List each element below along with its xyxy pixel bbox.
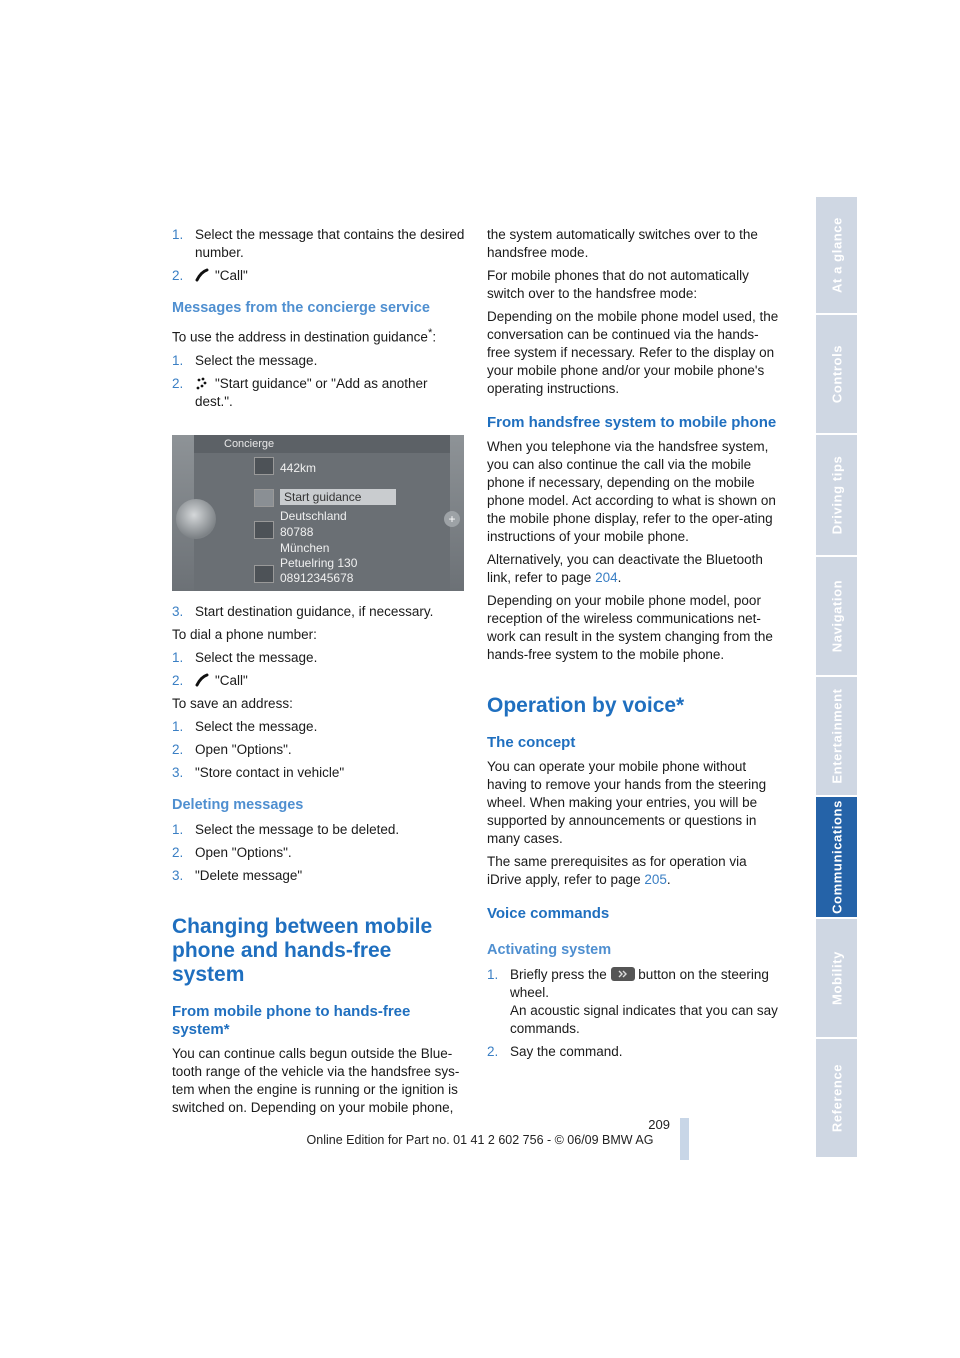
phone-icon bbox=[195, 268, 209, 282]
list-item: 1. Select the message that contains the desired number. bbox=[172, 227, 465, 260]
list-item: 2. Open "Options". bbox=[172, 844, 292, 860]
navigation-flag-icon bbox=[195, 376, 209, 390]
optional-equipment-star: * bbox=[427, 327, 433, 339]
tab-communications[interactable]: Communications bbox=[816, 797, 857, 917]
screen-phone-icon bbox=[254, 521, 274, 539]
paragraph: You can continue calls begun outside the Blue-tooth range of the vehicle via the handsfree sys-tem when the engine is running or the ignition is switched on. Depending on your mobile phone, bbox=[172, 1045, 460, 1115]
page-link-205[interactable]: 205 bbox=[644, 872, 667, 887]
voice-button-icon bbox=[611, 967, 635, 981]
list-item: 2. Say the command. bbox=[487, 1044, 623, 1059]
section-heading: Deleting messages bbox=[172, 796, 304, 813]
list-item: 1. Select the message. bbox=[172, 649, 318, 665]
paragraph: Depending on the mobile phone model used, the conversation can be continued via the hands-free system if necessary. Refer to the display on your mobile phone and/or your mobile phone's operating instructions. bbox=[487, 309, 779, 396]
chapter-heading: Operation by voice* bbox=[487, 694, 685, 717]
paragraph: To save an address: bbox=[172, 695, 293, 711]
subsection-heading: The concept bbox=[487, 734, 576, 751]
left-column bbox=[172, 226, 465, 1122]
tab-at-a-glance[interactable]: At a glance bbox=[816, 197, 857, 313]
idrive-screen-image: Concierge 442km Start guidance Deutschland 80788 München Petuelring 130 08912345678 + bbox=[172, 435, 464, 591]
paragraph: To dial a phone number: bbox=[172, 626, 317, 642]
paragraph: Depending on your mobile phone model, poor reception of the wireless communications net-work can result in the system changing from the hands-free system to the mobile phone. bbox=[487, 593, 773, 662]
paragraph: To use the address in destination guidance*: bbox=[172, 327, 437, 345]
list-item: 2. "Call" bbox=[172, 672, 248, 688]
screen-destination-icon bbox=[254, 489, 274, 507]
list-item: 1. Select the message to be deleted. bbox=[172, 821, 400, 837]
list-item: 3. "Delete message" bbox=[172, 867, 303, 883]
paragraph: Alternatively, you can deactivate the Bluetooth link, refer to page 204. bbox=[487, 552, 763, 585]
subsection-heading: From mobile phone to hands-free system* bbox=[172, 1002, 411, 1038]
screen-highlight: Start guidance bbox=[280, 489, 396, 505]
tab-navigation[interactable]: Navigation bbox=[816, 557, 857, 675]
tab-controls[interactable]: Controls bbox=[816, 315, 857, 433]
controller-knob-icon bbox=[176, 499, 216, 539]
paragraph: You can operate your mobile phone without having to remove your hands from the steering wheel. When making your entries, you will be supported by announcements or questions in many cases. bbox=[487, 759, 767, 846]
chapter-tabs bbox=[816, 197, 857, 1159]
list-item: 1. Select the message. bbox=[172, 718, 318, 734]
plus-icon: + bbox=[444, 511, 460, 527]
tab-mobility[interactable]: Mobility bbox=[816, 919, 857, 1037]
tab-driving-tips[interactable]: Driving tips bbox=[816, 435, 857, 555]
paragraph: For mobile phones that do not automatically switch over to the handsfree mode: bbox=[487, 268, 749, 301]
screen-list-icon bbox=[254, 457, 274, 475]
screen-title: Concierge bbox=[194, 435, 450, 453]
page-link-204[interactable]: 204 bbox=[595, 570, 618, 585]
section-heading: Activating system bbox=[487, 942, 612, 958]
subsection-heading: From handsfree system to mobile phone bbox=[487, 414, 777, 431]
screen-options-icon bbox=[254, 565, 274, 583]
paragraph: the system automatically switches over to the handsfree mode. bbox=[487, 227, 758, 260]
chapter-heading: Changing between mobile phone and hands-free system bbox=[172, 914, 433, 986]
list-item: 2. "Call" bbox=[172, 268, 248, 283]
page-number: 209 bbox=[648, 1117, 670, 1132]
list-item: 3. "Store contact in vehicle" bbox=[172, 764, 345, 780]
list-item: 2. Open "Options". bbox=[172, 741, 292, 757]
right-column bbox=[487, 226, 779, 1066]
paragraph: When you telephone via the handsfree system, you can also continue the call via the mobile phone if necessary, depending on the mobile phone model. Act according to what is shown on the mobile phone display, refer to the oper-ating instructions of your mobile phone. bbox=[487, 439, 776, 544]
tab-entertainment[interactable]: Entertainment bbox=[816, 677, 857, 795]
subsection-heading: Voice commands bbox=[487, 905, 610, 922]
list-item: 1. Briefly press the button on the steering wheel. An acoustic signal indicates that you can say commands. bbox=[487, 967, 778, 1036]
list-item: 1. Select the message. bbox=[172, 352, 318, 368]
footer-text: Online Edition for Part no. 01 41 2 602 756 - © 06/09 BMW AG bbox=[306, 1133, 654, 1147]
paragraph: The same prerequisites as for operation via iDrive apply, refer to page 205. bbox=[487, 854, 747, 887]
list-item: 3. Start destination guidance, if necessary. bbox=[172, 603, 434, 619]
tab-reference[interactable]: Reference bbox=[816, 1039, 857, 1157]
phone-icon bbox=[195, 673, 209, 687]
list-item: 2. "Start guidance" or "Add as another dest.". bbox=[172, 375, 428, 409]
section-heading: Messages from the concierge service bbox=[172, 300, 430, 316]
